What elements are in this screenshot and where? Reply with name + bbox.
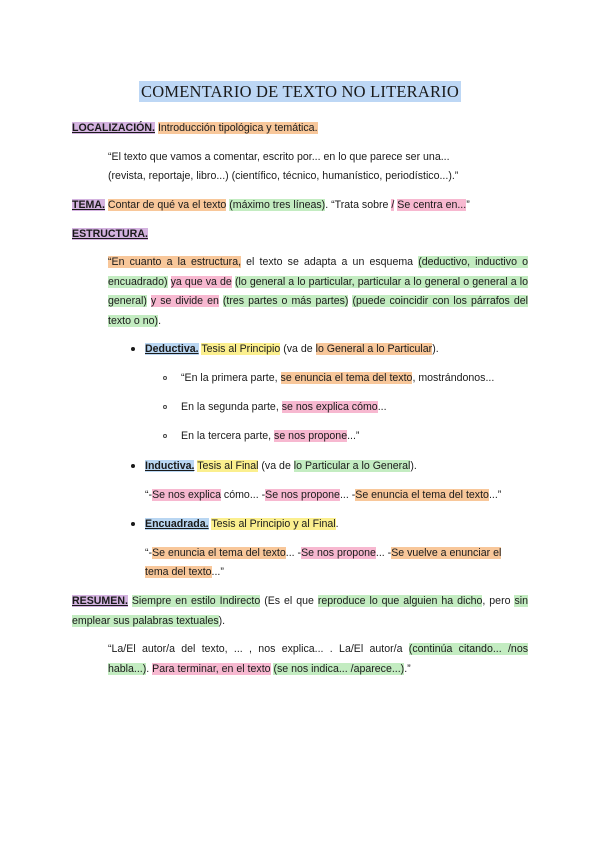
estructura-line: [72, 227, 148, 241]
encuadrada-label: Encuadrada.: [145, 518, 209, 530]
inductiva-quote: “-Se nos explica cómo... -Se nos propone... -Se enuncia el tema del texto...”: [145, 489, 502, 501]
circle-bullet-2: [163, 405, 167, 409]
encuadrada-quote-line-1: “-Se enuncia el tema del texto... -Se nos propone... -Se vuelve a enunciar el: [145, 547, 502, 559]
localizacion-heading: LOCALIZACIÓN.: [72, 122, 155, 134]
page-title: COMENTARIO DE TEXTO NO LITERARIO: [141, 82, 459, 101]
inductiva-line: Inductiva. Tesis al Final (va de lo Particular a lo General).: [145, 460, 417, 472]
inductiva-label: Inductiva.: [145, 460, 195, 472]
circle-bullet-3: [163, 434, 167, 438]
encuadrada-quote-line-2: tema del texto...”: [145, 566, 224, 578]
tema-line: TEMA. Contar de qué va el texto (máximo tres líneas). “Trata sobre / Se centra en...”: [72, 199, 470, 211]
deductiva-line: Deductiva. Tesis al Principio (va de lo General a lo Particular).: [145, 343, 439, 355]
localizacion-quote-line-2: (revista, reportaje, libro...) (científico, técnico, humanístico, periodístico...).”: [108, 170, 459, 182]
localizacion-intro: Introducción tipológica y temática.: [157, 122, 318, 134]
resumen-quote: “La/El autor/a del texto, ... , nos explica... . La/El autor/a (continúa citando... /nos habla...). Para terminar, en el texto (se nos indica... /aparece...).”: [108, 643, 529, 675]
encuadrada-line: Encuadrada. Tesis al Principio y al Final.: [145, 518, 339, 530]
deductiva-sub-3: En la tercera parte, se nos propone...”: [181, 430, 360, 442]
bullet-inductiva: [131, 464, 135, 468]
circle-bullet-1: [163, 376, 167, 380]
resumen-heading: RESUMEN.: [72, 595, 128, 607]
estructura-heading: ESTRUCTURA.: [72, 228, 148, 240]
localizacion-quote-line-1: “El texto que vamos a comentar, escrito por... en lo que parece ser una...: [108, 151, 450, 163]
deductiva-label: Deductiva.: [145, 343, 199, 355]
bullet-encuadrada: [131, 522, 135, 526]
deductiva-sub-2: En la segunda parte, se nos explica cómo...: [181, 401, 387, 413]
localizacion-line: [72, 121, 318, 135]
bullet-deductiva: [131, 347, 135, 351]
deductiva-sub-1: “En la primera parte, se enuncia el tema del texto, mostrándonos...: [181, 372, 495, 384]
estructura-paragraph: “En cuanto a la estructura, el texto se adapta a un esquema (deductivo, inductivo o encuadrado) ya que va de (lo general a lo particular, particular a lo general o general a lo general) y se divide en (tres partes o más partes) (puede coincidir con los párrafos del texto o no).: [108, 256, 529, 327]
tema-text-1: Contar de qué va el texto: [107, 199, 227, 211]
tema-heading: TEMA.: [72, 199, 105, 211]
resumen-paragraph: RESUMEN. Siempre en estilo Indirecto (Es el que reproduce lo que alguien ha dicho, pero sin emplear sus palabras textuales).: [72, 595, 528, 627]
tema-text-5: Se centra en...: [397, 199, 467, 211]
tema-text-2: (máximo tres líneas): [229, 199, 326, 211]
